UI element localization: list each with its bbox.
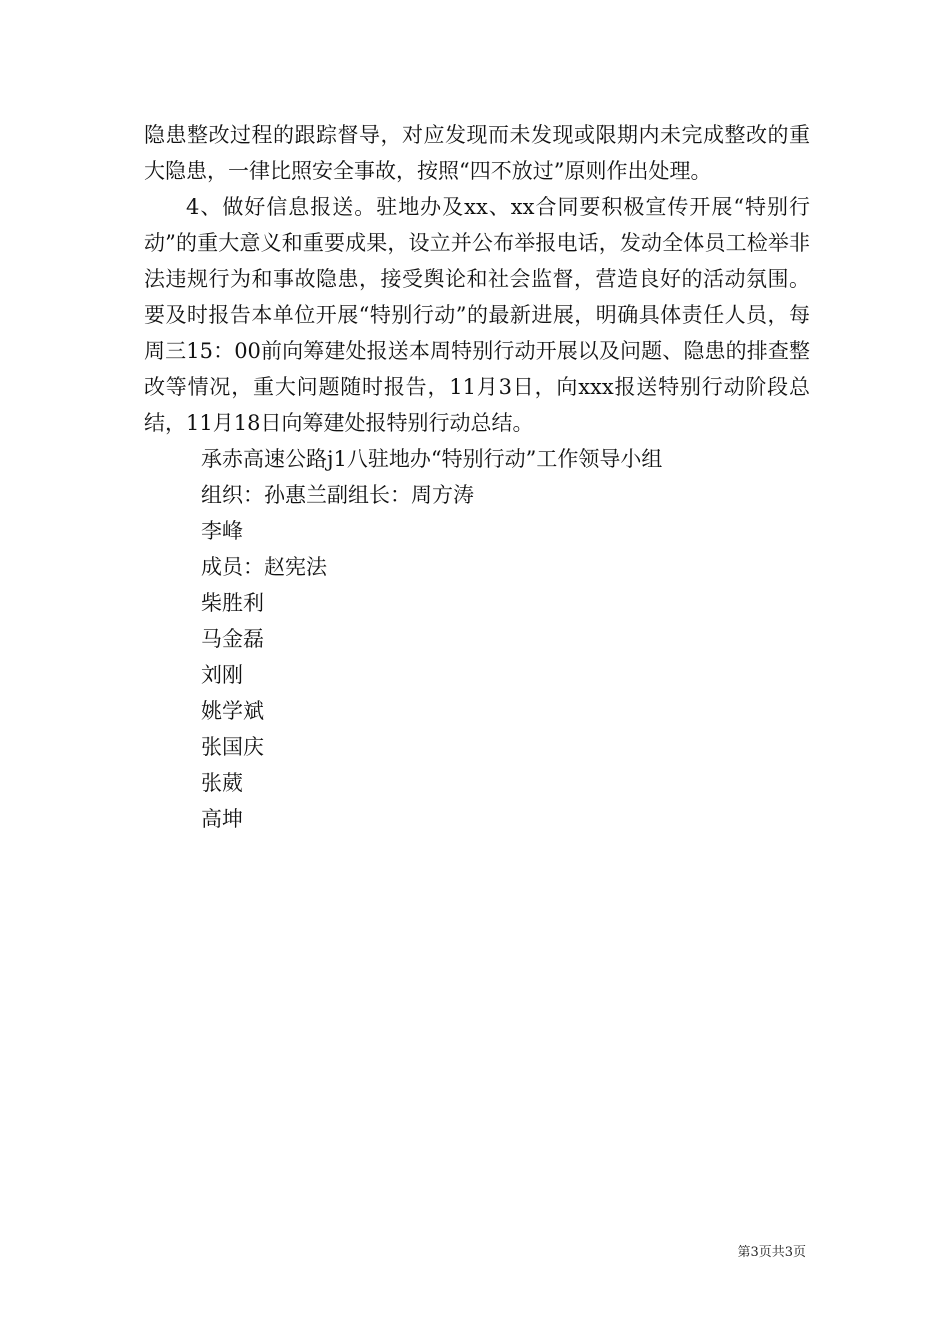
page-footer: 第3页共3页 [737, 1245, 806, 1260]
member-name: 刘刚 [201, 663, 243, 687]
deputy-leader-name: 李峰 [201, 519, 243, 543]
member-name: 张葳 [201, 771, 243, 795]
group-title: 承赤高速公路j1八驻地办“特别行动”工作领导小组 [201, 447, 663, 471]
document-body [144, 117, 810, 837]
leader-line: 组织：孙惠兰副组长：周方涛 [201, 483, 474, 507]
paragraph-information-reporting: 4、做好信息报送。驻地办及xx、xx合同要积极宣传开展“特别行动”的重大意义和重要成果，设立并公布举报电话，发动全体员工检举非法违规行为和事故隐患，接受舆论和社会监督，营造良好的活动氛围。要及时报告本单位开展“特别行动”的最新进展，明确具体责任人员，每周三15：00前向筹建处报送本周特别行动开展以及问题、隐患的排查整改等情况，重大问题随时报告，11月3日，向xxx报送特别行动阶段总结，11月18日向筹建处报特别行动总结。 [144, 195, 810, 435]
member-name: 张国庆 [201, 735, 264, 759]
member-name: 柴胜利 [201, 591, 264, 615]
member-name: 姚学斌 [201, 699, 264, 723]
paragraph-continued: 隐患整改过程的跟踪督导，对应发现而未发现或限期内未完成整改的重大隐患，一律比照安全事故，按照“四不放过”原则作出处理。 [144, 123, 810, 183]
member-name: 高坤 [201, 807, 243, 831]
member-name: 马金磊 [201, 627, 264, 651]
members-line: 成员：赵宪法 [201, 555, 327, 579]
